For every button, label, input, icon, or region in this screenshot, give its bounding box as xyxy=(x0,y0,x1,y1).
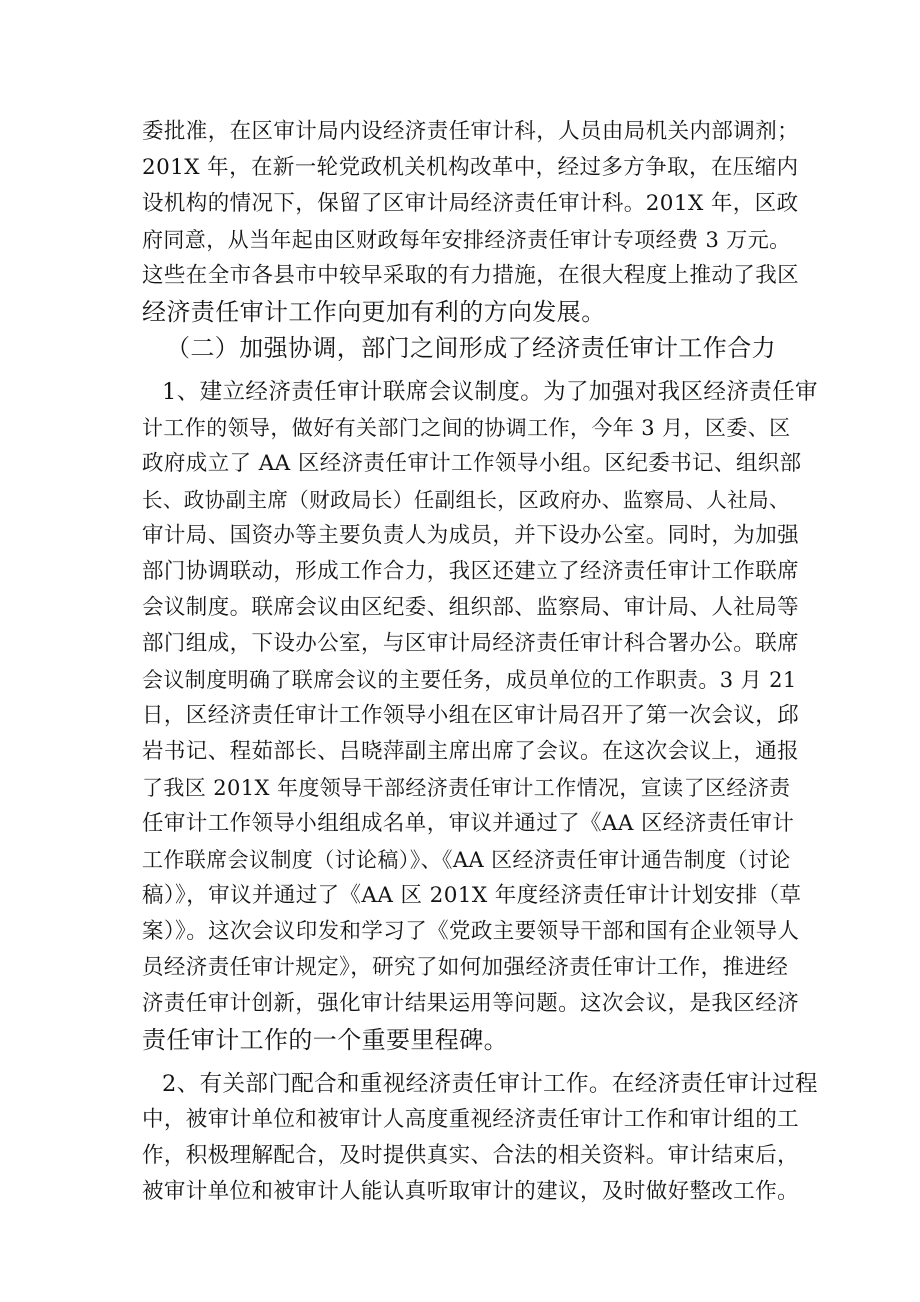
text-line: 部门组成，下设办公室，与区审计局经济责任审计科合署办公。联席 xyxy=(142,631,800,656)
text-line: 作，积极理解配合，及时提供真实、合法的相关资料。审计结束后， xyxy=(142,1143,800,1168)
text-line: 府同意，从当年起由区财政每年安排经济责任审计专项经费 3 万元。 xyxy=(142,228,791,252)
text-line: 201X 年，在新一轮党政机关机构改革中，经过多方争取，在压缩内 xyxy=(142,155,799,180)
text-line: 委批准，在区审计局内设经济责任审计科，人员由局机关内部调剂； xyxy=(142,119,800,144)
text-line: 责任审计工作的一个重要里程碑。 xyxy=(142,1026,508,1054)
text-line: 了我区 201X 年度领导干部经济责任审计工作情况，宣读了区经济责 xyxy=(142,776,791,800)
text-line: 中，被审计单位和被审计人高度重视经济责任审计工作和审计组的工 xyxy=(142,1107,800,1132)
text-line: 计工作的领导，做好有关部门之间的协调工作，今年 3 月，区委、区 xyxy=(142,416,791,440)
paragraph-first-line: 2、有关部门配合和重视经济责任审计工作。在经济责任审计过程 xyxy=(162,1071,818,1097)
text-line: 员经济责任审计规定》，研究了如何加强经济责任审计工作，推进经 xyxy=(142,955,789,980)
text-line: 审计局、国资办等主要负责人为成员，并下设办公室。同时，为加强 xyxy=(142,523,800,548)
text-line: 岩书记、程茹部长、吕晓萍副主席出席了会议。在这次会议上，通报 xyxy=(142,739,800,764)
text-line: 济责任审计创新，强化审计结果运用等问题。这次会议，是我区经济 xyxy=(142,991,800,1016)
text-line: 工作联席会议制度（讨论稿）》、《AA 区经济责任审计通告制度（讨论 xyxy=(142,848,791,872)
text-line: 经济责任审计工作向更加有利的方向发展。 xyxy=(142,298,606,326)
text-line: 长、政协副主席（财政局长）任副组长，区政府办、监察局、人社局、 xyxy=(142,488,790,512)
text-line: 设机构的情况下，保留了区审计局经济责任审计科。201X 年，区政 xyxy=(142,191,799,216)
text-line: 部门协调联动，形成工作合力，我区还建立了经济责任审计工作联席 xyxy=(142,559,800,584)
section-heading: （二）加强协调，部门之间形成了经济责任审计工作合力 xyxy=(166,334,776,362)
text-line: 这些在全市各县市中较早采取的有力措施，在很大程度上推动了我区 xyxy=(142,263,800,288)
paragraph-first-line: 1、建立经济责任审计联席会议制度。为了加强对我区经济责任审 xyxy=(162,379,818,405)
text-line: 会议制度明确了联席会议的主要任务，成员单位的工作职责。3 月 21 xyxy=(142,668,797,692)
text-line: 任审计工作领导小组组成名单，审议并通过了《AA 区经济责任审计 xyxy=(142,811,795,836)
text-line: 政府成立了 AA 区经济责任审计工作领导小组。区纪委书记、组织部 xyxy=(142,451,802,476)
text-line: 稿）》，审议并通过了《AA 区 201X 年度经济责任审计计划安排（草 xyxy=(142,883,802,908)
text-line: 会议制度。联席会议由区纪委、组织部、监察局、审计局、人社局等 xyxy=(142,595,800,620)
text-line: 案）》。这次会议印发和学习了《党政主要领导干部和国有企业领导人 xyxy=(142,919,800,944)
text-line: 日，区经济责任审计工作领导小组在区审计局召开了第一次会议，邱 xyxy=(142,703,800,728)
text-line: 被审计单位和被审计人能认真听取审计的建议，及时做好整改工作。 xyxy=(142,1179,800,1204)
